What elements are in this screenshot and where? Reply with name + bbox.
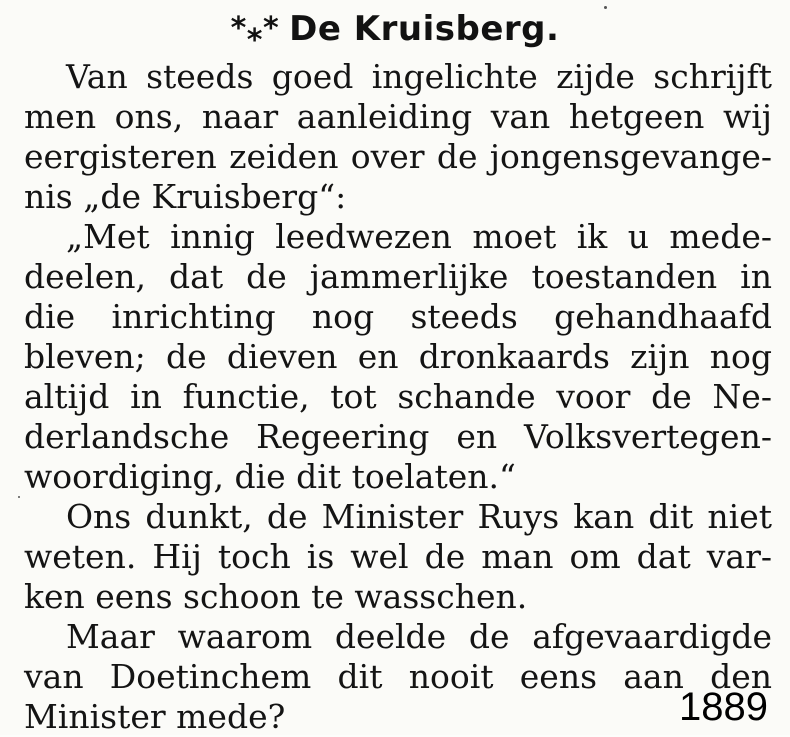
quote-line-3: die inrichting nog steeds gehandhaafd <box>24 297 772 336</box>
article-title: De Kruisberg. <box>289 9 560 49</box>
paragraph-1-line-4: nis „de Kruisberg“: <box>24 177 347 216</box>
asterism-star: * <box>230 11 247 46</box>
asterism <box>230 11 280 58</box>
quote-line-1: „Met innig leedwezen moet ik u mede- <box>66 217 772 256</box>
quote-line-4: bleven; de dieven en dronkaards zijn nog <box>24 337 772 376</box>
paragraph-4-line-3: Minister mede? <box>24 697 286 736</box>
paragraph-3-line-2: weten. Hij toch is wel de man om dat var- <box>24 537 772 576</box>
paragraph-1-line-2: men ons, naar aanleiding van hetgeen wij <box>24 97 772 136</box>
quote-line-5: altijd in functie, tot schande voor de Ne- <box>24 377 772 416</box>
print-speck <box>18 496 20 498</box>
asterism-star: * <box>246 23 263 58</box>
quote-line-2: deelen, dat de jammerlijke toestanden in <box>24 257 772 296</box>
year-label: 1889 <box>679 685 768 729</box>
paragraph-1-line-3: eergisteren zeiden over de jongensgevange- <box>24 137 772 176</box>
article-headline <box>0 8 790 58</box>
paragraph-4-line-1: Maar waarom deelde de afgevaardigde <box>66 617 772 656</box>
article-body <box>24 57 772 737</box>
quote-line-7: woordiging, die dit toelaten.“ <box>24 457 516 496</box>
quote-line-6: derlandsche Regeering en Volksvertegen- <box>24 417 772 456</box>
asterism-star: * <box>262 11 280 46</box>
paragraph-1-line-1: Van steeds goed ingelichte zijde schrijft <box>66 57 772 96</box>
paragraph-3-line-3: ken eens schoon te wasschen. <box>24 577 528 616</box>
print-speck <box>604 6 607 9</box>
paragraph-3-line-1: Ons dunkt, de Minister Ruys kan dit niet <box>66 497 772 536</box>
paragraph-4-line-2: van Doetinchem dit nooit eens aan den <box>24 657 772 696</box>
